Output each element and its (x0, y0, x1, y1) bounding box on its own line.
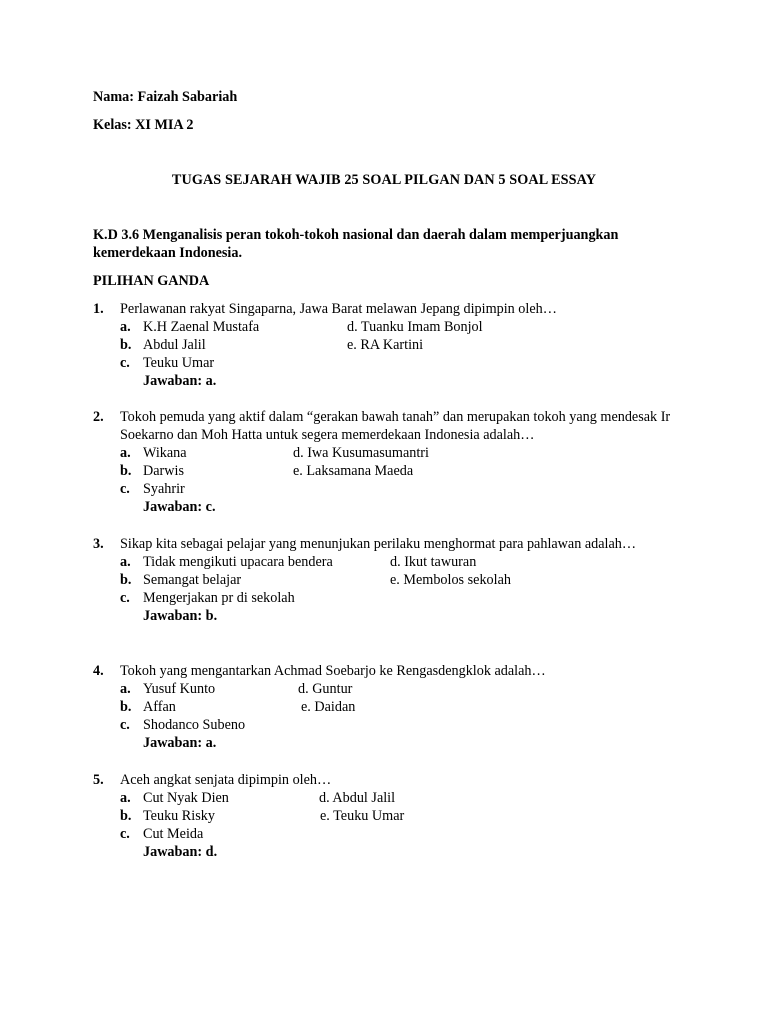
option-a: Yusuf Kunto (143, 681, 216, 697)
question-number: 4. (93, 663, 104, 679)
option-d: d. Tuanku Imam Bonjol (347, 319, 483, 335)
option-e: e. Laksamana Maeda (293, 463, 414, 479)
option-a: Cut Nyak Dien (143, 790, 229, 806)
option-letter: c. (120, 826, 130, 842)
option-c: Shodanco Subeno (143, 717, 246, 733)
option-letter: a. (120, 445, 131, 461)
option-c: Syahrir (143, 481, 185, 497)
option-e: e. RA Kartini (347, 337, 424, 353)
question-text: Sikap kita sebagai pelajar yang menunjukan perilaku menghormat para pahlawan adalah… (120, 536, 637, 552)
option-letter: b. (120, 463, 132, 479)
question-text: Aceh angkat senjata dipimpin oleh… (120, 772, 332, 788)
question-number: 5. (93, 772, 104, 788)
question-text: Perlawanan rakyat Singaparna, Jawa Barat melawan Jepang dipimpin oleh… (120, 301, 557, 317)
option-b: Affan (143, 699, 176, 715)
question-text: Tokoh pemuda yang aktif dalam “gerakan bawah tanah” dan merupakan tokoh yang mendesak Ir Soekarno dan Moh Hatta untuk segera memerdekaan Indonesia adalah… (120, 409, 671, 443)
question-text: Tokoh yang mengantarkan Achmad Soebarjo ke Rengasdengklok adalah… (120, 663, 546, 679)
option-d: d. Guntur (298, 681, 353, 697)
options (120, 444, 693, 498)
option-e: e. Membolos sekolah (390, 572, 511, 588)
options (120, 553, 693, 607)
answer-key: Jawaban: b. (143, 608, 218, 624)
answer-key: Jawaban: d. (143, 844, 218, 860)
option-b: Semangat belajar (143, 572, 242, 588)
option-letter: a. (120, 554, 131, 570)
option-a: Wikana (143, 445, 187, 461)
option-b: Teuku Risky (143, 808, 215, 824)
student-class: Kelas: XI MIA 2 (93, 117, 194, 133)
option-c: Mengerjakan pr di sekolah (143, 590, 295, 606)
options (120, 318, 693, 372)
question-1 (93, 300, 693, 390)
option-b: Abdul Jalil (143, 337, 206, 353)
option-letter: a. (120, 790, 131, 806)
competency-statement: K.D 3.6 Menganalisis peran tokoh-tokoh nasional dan daerah dalam memperjuangkan kemerdekaan Indonesia. (93, 227, 619, 261)
question-5 (93, 771, 693, 861)
option-a: K.H Zaenal Mustafa (143, 319, 260, 335)
option-a: Tidak mengikuti upacara bendera (143, 554, 333, 570)
options (120, 680, 693, 734)
question-4 (93, 662, 693, 752)
answer-key: Jawaban: a. (143, 373, 217, 389)
option-c: Cut Meida (143, 826, 204, 842)
question-number: 2. (93, 409, 104, 425)
option-d: d. Ikut tawuran (390, 554, 477, 570)
option-d: d. Abdul Jalil (319, 790, 396, 806)
option-c: Teuku Umar (143, 355, 215, 371)
question-3 (93, 535, 693, 625)
question-number: 3. (93, 536, 104, 552)
option-letter: c. (120, 590, 130, 606)
option-letter: a. (120, 681, 131, 697)
document-title: TUGAS SEJARAH WAJIB 25 SOAL PILGAN DAN 5 SOAL ESSAY (171, 172, 597, 188)
question-number: 1. (93, 301, 104, 317)
option-letter: c. (120, 355, 130, 371)
question-2 (93, 408, 693, 516)
option-letter: c. (120, 717, 130, 733)
option-letter: c. (120, 481, 130, 497)
option-letter: b. (120, 699, 132, 715)
section-heading: PILIHAN GANDA (93, 273, 210, 289)
student-name: Nama: Faizah Sabariah (93, 89, 238, 105)
option-e: e. Daidan (301, 699, 356, 715)
option-b: Darwis (143, 463, 184, 479)
option-letter: a. (120, 319, 131, 335)
option-d: d. Iwa Kusumasumantri (293, 445, 429, 461)
answer-key: Jawaban: a. (143, 735, 217, 751)
option-letter: b. (120, 337, 132, 353)
answer-key: Jawaban: c. (143, 499, 216, 515)
options (120, 789, 693, 843)
option-e: e. Teuku Umar (320, 808, 405, 824)
option-letter: b. (120, 808, 132, 824)
option-letter: b. (120, 572, 132, 588)
